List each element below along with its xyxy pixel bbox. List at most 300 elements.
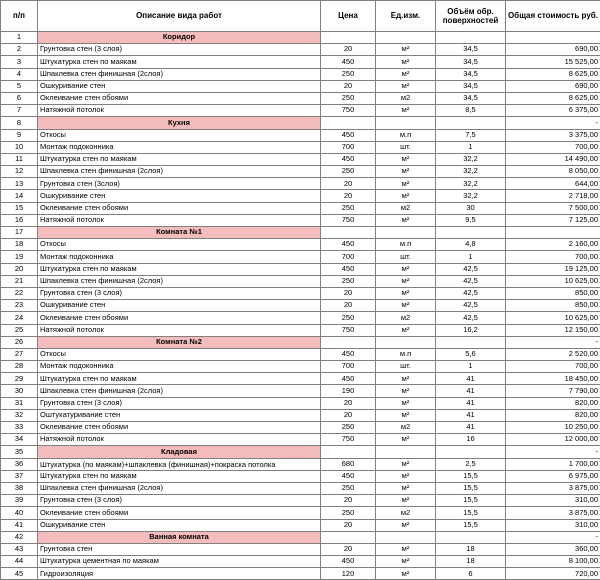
cell-price: 450 (321, 56, 376, 68)
cell-unit: шт. (376, 361, 436, 373)
table-row (1, 385, 600, 397)
cell-unit: м² (376, 458, 436, 470)
table-row (1, 348, 600, 360)
cell-row-number: 14 (1, 190, 38, 202)
header-total: Общая стоимость руб. (506, 1, 600, 32)
cell-unit: м2 (376, 202, 436, 214)
cell-price: 20 (321, 495, 376, 507)
cell-unit: м² (376, 287, 436, 299)
cell-unit: м² (376, 556, 436, 568)
cell-row-number: 4 (1, 68, 38, 80)
cell-description: Оклеивание стен обоями (38, 507, 321, 519)
cell-price: 20 (321, 543, 376, 555)
cell-total: 10 625,00 (506, 312, 600, 324)
cell-row-number: 8 (1, 117, 38, 129)
cell-price: 20 (321, 409, 376, 421)
cell-section-title: Комната №2 (38, 336, 321, 348)
cell-row-number: 43 (1, 543, 38, 555)
cell-description: Шпаклевка стен финишная (2слоя) (38, 166, 321, 178)
cell-unit (376, 32, 436, 44)
cell-volume: 34,5 (436, 56, 506, 68)
cell-description: Грунтовка стен (3слоя) (38, 178, 321, 190)
section-row (1, 336, 600, 348)
cell-description: Штукатурка стен по маякам (38, 263, 321, 275)
cell-price: 450 (321, 129, 376, 141)
cell-unit: м² (376, 275, 436, 287)
cell-section-title: Кладовая (38, 446, 321, 458)
cell-total: 10 250,00 (506, 422, 600, 434)
table-row (1, 239, 600, 251)
cell-total: 1 700,00 (506, 458, 600, 470)
table-row (1, 80, 600, 92)
cell-total: 700,00 (506, 251, 600, 263)
cell-total: 10 625,00 (506, 275, 600, 287)
cell-row-number: 9 (1, 129, 38, 141)
cell-unit: м² (376, 80, 436, 92)
table-row (1, 153, 600, 165)
cell-price: 20 (321, 178, 376, 190)
cell-row-number: 27 (1, 348, 38, 360)
cell-volume: 42,5 (436, 275, 506, 287)
cell-description: Гидроизоляция (38, 568, 321, 580)
cell-volume: 1 (436, 361, 506, 373)
cell-unit: м² (376, 434, 436, 446)
cell-unit: м² (376, 470, 436, 482)
cell-price: 250 (321, 68, 376, 80)
cell-volume: 41 (436, 422, 506, 434)
cell-row-number: 25 (1, 324, 38, 336)
cell-description: Оклеивание стен обоями (38, 92, 321, 104)
cell-unit: м.п (376, 129, 436, 141)
header-volume: Объём обр. поверхностей (436, 1, 506, 32)
table-row (1, 202, 600, 214)
cell-row-number: 40 (1, 507, 38, 519)
table-row (1, 458, 600, 470)
cell-description: Штукатурка цементная по маякам (38, 556, 321, 568)
cell-total (506, 227, 600, 239)
cell-unit: м² (376, 166, 436, 178)
cell-description: Монтаж подоконника (38, 251, 321, 263)
table-row (1, 470, 600, 482)
cell-description: Грунтовка стен (3 слоя) (38, 287, 321, 299)
cell-unit (376, 336, 436, 348)
cell-volume: 32,2 (436, 166, 506, 178)
cell-unit: м² (376, 495, 436, 507)
cell-row-number: 13 (1, 178, 38, 190)
cell-volume: 2,5 (436, 458, 506, 470)
cell-price: 20 (321, 300, 376, 312)
table-row (1, 543, 600, 555)
cell-total: 8 625,00 (506, 68, 600, 80)
cell-total: 6 375,00 (506, 105, 600, 117)
cell-price: 700 (321, 251, 376, 263)
cell-row-number: 7 (1, 105, 38, 117)
cell-section-title: Ванная комната (38, 531, 321, 543)
cell-total: - (506, 336, 600, 348)
cell-volume: 18 (436, 556, 506, 568)
table-row (1, 300, 600, 312)
cell-price: 250 (321, 166, 376, 178)
cell-description: Шпаклевка стен финишная (2слоя) (38, 275, 321, 287)
cell-unit: шт. (376, 141, 436, 153)
cell-volume: 1 (436, 251, 506, 263)
cell-total: 360,00 (506, 543, 600, 555)
cell-volume: 32,2 (436, 153, 506, 165)
cell-total: 700,00 (506, 141, 600, 153)
cell-price: 20 (321, 80, 376, 92)
cell-volume: 32,2 (436, 178, 506, 190)
cell-unit: м² (376, 68, 436, 80)
cell-row-number: 24 (1, 312, 38, 324)
cell-description: Грунтовка стен (3 слоя) (38, 495, 321, 507)
cell-price: 20 (321, 287, 376, 299)
cell-row-number: 39 (1, 495, 38, 507)
cell-volume: 42,5 (436, 312, 506, 324)
cell-row-number: 35 (1, 446, 38, 458)
section-row (1, 446, 600, 458)
cell-section-title: Комната №1 (38, 227, 321, 239)
cell-row-number: 28 (1, 361, 38, 373)
cell-row-number: 42 (1, 531, 38, 543)
cell-volume: 8,5 (436, 105, 506, 117)
cell-row-number: 11 (1, 153, 38, 165)
cell-row-number: 31 (1, 397, 38, 409)
cell-description: Штукатурка стен по маякам (38, 153, 321, 165)
cell-row-number: 33 (1, 422, 38, 434)
cell-volume: 41 (436, 397, 506, 409)
cell-total: 8 050,00 (506, 166, 600, 178)
cell-volume: 41 (436, 373, 506, 385)
cell-description: Монтаж подоконника (38, 361, 321, 373)
cell-unit: м² (376, 324, 436, 336)
cell-total: 720,00 (506, 568, 600, 580)
cell-price: 20 (321, 519, 376, 531)
cell-total: 850,00 (506, 300, 600, 312)
cell-total: 820,00 (506, 409, 600, 421)
cell-row-number: 37 (1, 470, 38, 482)
cell-row-number: 3 (1, 56, 38, 68)
table-header (1, 1, 600, 32)
cell-total: - (506, 531, 600, 543)
cell-volume: 41 (436, 385, 506, 397)
cell-unit (376, 227, 436, 239)
cell-volume: 41 (436, 409, 506, 421)
cell-total: 700,00 (506, 361, 600, 373)
cell-total: 644,00 (506, 178, 600, 190)
cell-row-number: 36 (1, 458, 38, 470)
table-row (1, 44, 600, 56)
cell-price: 250 (321, 202, 376, 214)
cell-description: Оклеивание стен обоями (38, 422, 321, 434)
cell-price (321, 117, 376, 129)
cell-volume (436, 227, 506, 239)
cell-row-number: 34 (1, 434, 38, 446)
table-row (1, 68, 600, 80)
cell-total: 7 500,00 (506, 202, 600, 214)
header-price: Цена (321, 1, 376, 32)
cell-price: 450 (321, 153, 376, 165)
cell-unit: м2 (376, 422, 436, 434)
cell-unit: м2 (376, 312, 436, 324)
cell-total: 8 625,00 (506, 92, 600, 104)
cell-price: 20 (321, 397, 376, 409)
cell-description: Штукатурка стен по маякам (38, 470, 321, 482)
cell-unit: м² (376, 568, 436, 580)
section-row (1, 227, 600, 239)
cell-row-number: 29 (1, 373, 38, 385)
table-row (1, 519, 600, 531)
cell-description: Оклеивание стен обоями (38, 202, 321, 214)
cell-unit: м² (376, 44, 436, 56)
cell-row-number: 32 (1, 409, 38, 421)
section-row (1, 117, 600, 129)
cell-price: 700 (321, 361, 376, 373)
table-row (1, 263, 600, 275)
cell-volume: 42,5 (436, 300, 506, 312)
cell-volume: 16 (436, 434, 506, 446)
table-row (1, 56, 600, 68)
cell-price: 450 (321, 470, 376, 482)
cell-description: Ошкуривание стен (38, 300, 321, 312)
cell-total: 12 000,00 (506, 434, 600, 446)
table-row (1, 92, 600, 104)
cell-volume: 15,5 (436, 519, 506, 531)
cell-row-number: 22 (1, 287, 38, 299)
cell-description: Откосы (38, 239, 321, 251)
cell-row-number: 41 (1, 519, 38, 531)
cell-total: 19 125,00 (506, 263, 600, 275)
cell-description: Штукатурка стен по маякам (38, 56, 321, 68)
cell-total: 8 100,00 (506, 556, 600, 568)
table-row (1, 214, 600, 226)
cell-price: 450 (321, 239, 376, 251)
table-row (1, 495, 600, 507)
cell-row-number: 44 (1, 556, 38, 568)
cell-row-number: 26 (1, 336, 38, 348)
cell-price: 20 (321, 190, 376, 202)
cell-row-number: 23 (1, 300, 38, 312)
cell-volume: 15,5 (436, 482, 506, 494)
cell-row-number: 30 (1, 385, 38, 397)
cell-description: Откосы (38, 129, 321, 141)
cell-volume: 5,6 (436, 348, 506, 360)
cell-volume: 6 (436, 568, 506, 580)
cell-row-number: 45 (1, 568, 38, 580)
cell-volume: 4,8 (436, 239, 506, 251)
cell-unit (376, 117, 436, 129)
cell-volume: 34,5 (436, 68, 506, 80)
cell-volume: 16,2 (436, 324, 506, 336)
table-row (1, 312, 600, 324)
cell-volume: 15,5 (436, 495, 506, 507)
table-row (1, 409, 600, 421)
cell-row-number: 12 (1, 166, 38, 178)
cell-total: 7 125,00 (506, 214, 600, 226)
cell-description: Ошкуривание стен (38, 190, 321, 202)
cell-price: 750 (321, 214, 376, 226)
table-row (1, 251, 600, 263)
cell-price: 250 (321, 275, 376, 287)
cell-unit: м² (376, 482, 436, 494)
cell-total: 2 718,00 (506, 190, 600, 202)
table-row (1, 287, 600, 299)
cell-description: Ошкуривание стен (38, 80, 321, 92)
cell-total: 820,00 (506, 397, 600, 409)
cell-description: Оклеивание стен обоями (38, 312, 321, 324)
cell-total: 18 450,00 (506, 373, 600, 385)
cell-volume (436, 336, 506, 348)
table-body (1, 32, 600, 580)
cell-price: 450 (321, 348, 376, 360)
cell-total: 12 150,00 (506, 324, 600, 336)
cell-unit: м² (376, 263, 436, 275)
cell-description: Штукатурка стен по маякам (38, 373, 321, 385)
cell-unit: м² (376, 214, 436, 226)
cell-price: 450 (321, 556, 376, 568)
cell-description: Натяжной потолок (38, 434, 321, 446)
cell-price (321, 227, 376, 239)
table-row (1, 373, 600, 385)
cell-total: 14 490,00 (506, 153, 600, 165)
table-row (1, 434, 600, 446)
table-row (1, 178, 600, 190)
cell-description: Грунтовка стен (3 слоя) (38, 44, 321, 56)
cell-row-number: 2 (1, 44, 38, 56)
cell-description: Монтаж подоконника (38, 141, 321, 153)
cell-price: 680 (321, 458, 376, 470)
cell-price: 250 (321, 312, 376, 324)
table-row (1, 141, 600, 153)
cell-unit: м² (376, 409, 436, 421)
cell-total: - (506, 117, 600, 129)
cell-price: 750 (321, 105, 376, 117)
cell-price: 250 (321, 482, 376, 494)
cell-description: Натяжной потолок (38, 324, 321, 336)
cell-description: Ошкуривание стен (38, 519, 321, 531)
cell-unit (376, 446, 436, 458)
cell-row-number: 15 (1, 202, 38, 214)
cell-unit: м2 (376, 92, 436, 104)
cell-price: 190 (321, 385, 376, 397)
cell-unit: м² (376, 56, 436, 68)
header-num: п/п (1, 1, 38, 32)
cell-unit: м² (376, 397, 436, 409)
table-row (1, 507, 600, 519)
cell-price: 120 (321, 568, 376, 580)
cell-volume: 1 (436, 141, 506, 153)
cell-volume: 34,5 (436, 44, 506, 56)
header-unit: Ед.изм. (376, 1, 436, 32)
cell-total: 310,00 (506, 519, 600, 531)
cell-total: 3 875,00 (506, 507, 600, 519)
cell-unit: м² (376, 105, 436, 117)
cell-price: 700 (321, 141, 376, 153)
cell-total: 3 375,00 (506, 129, 600, 141)
cell-description: Штукатурка (по маякам)+шпаклевка (финишная)+покраска потолка (38, 458, 321, 470)
cell-description: Натяжной потолок (38, 105, 321, 117)
cell-volume: 30 (436, 202, 506, 214)
cell-description: Шпаклевка стен финишная (2слоя) (38, 385, 321, 397)
cell-volume: 34,5 (436, 92, 506, 104)
cell-unit: м² (376, 153, 436, 165)
cell-total: 3 875,00 (506, 482, 600, 494)
cell-unit: м² (376, 373, 436, 385)
cell-total: 6 975,00 (506, 470, 600, 482)
table-row (1, 275, 600, 287)
cell-unit: м.п (376, 348, 436, 360)
cell-total: 690,00 (506, 44, 600, 56)
header-row (1, 1, 600, 32)
cell-volume: 34,5 (436, 80, 506, 92)
cell-row-number: 10 (1, 141, 38, 153)
cell-volume (436, 531, 506, 543)
cell-description: Натяжной потолок (38, 214, 321, 226)
cell-volume: 42,5 (436, 263, 506, 275)
cell-unit: м² (376, 543, 436, 555)
cell-total: 15 525,00 (506, 56, 600, 68)
cell-row-number: 1 (1, 32, 38, 44)
cell-volume: 7,5 (436, 129, 506, 141)
cell-section-title: Кухня (38, 117, 321, 129)
cell-total: 2 520,00 (506, 348, 600, 360)
cell-unit: м² (376, 519, 436, 531)
table-row (1, 105, 600, 117)
cell-row-number: 19 (1, 251, 38, 263)
table-row (1, 324, 600, 336)
header-desc: Описание вида работ (38, 1, 321, 32)
cell-row-number: 18 (1, 239, 38, 251)
cell-total: 310,00 (506, 495, 600, 507)
table-row (1, 397, 600, 409)
cell-unit: м² (376, 385, 436, 397)
cell-unit: м2 (376, 507, 436, 519)
cell-volume (436, 117, 506, 129)
cell-price: 250 (321, 422, 376, 434)
cell-total: - (506, 446, 600, 458)
cell-unit: м² (376, 178, 436, 190)
cell-row-number: 17 (1, 227, 38, 239)
table-row (1, 166, 600, 178)
cell-price: 250 (321, 92, 376, 104)
cell-total: 2 160,00 (506, 239, 600, 251)
cell-section-title: Коридор (38, 32, 321, 44)
cell-unit (376, 531, 436, 543)
cell-price: 450 (321, 373, 376, 385)
table-row (1, 556, 600, 568)
cell-price: 250 (321, 507, 376, 519)
cell-description: Грунтовка стен (3 слоя) (38, 397, 321, 409)
table-row (1, 190, 600, 202)
cell-row-number: 16 (1, 214, 38, 226)
cell-total: 850,00 (506, 287, 600, 299)
cell-price (321, 446, 376, 458)
cell-description: Шпаклевка стен финишная (2слоя) (38, 68, 321, 80)
cell-unit: м.п (376, 239, 436, 251)
table-row (1, 361, 600, 373)
cell-volume: 18 (436, 543, 506, 555)
cell-description: Грунтовка стен (38, 543, 321, 555)
cell-price: 750 (321, 324, 376, 336)
cell-volume (436, 446, 506, 458)
cell-unit: м² (376, 190, 436, 202)
section-row (1, 531, 600, 543)
cell-price: 20 (321, 44, 376, 56)
cell-volume: 15,5 (436, 507, 506, 519)
table-row (1, 422, 600, 434)
cell-row-number: 21 (1, 275, 38, 287)
table-row (1, 129, 600, 141)
cell-price (321, 336, 376, 348)
